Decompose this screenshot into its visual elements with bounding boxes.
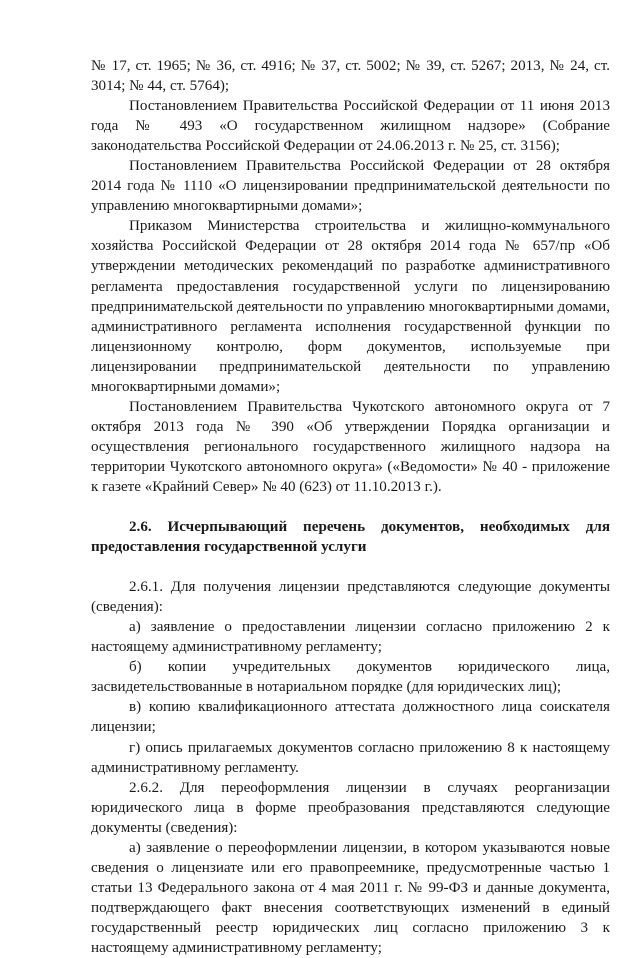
- section-heading: 2.6. Исчерпывающий перечень документов, необходимых для предоставления государственной услуги: [91, 519, 610, 556]
- spacer: [91, 497, 610, 517]
- spacer: [91, 557, 610, 577]
- item-2-6-1: 2.6.1. Для получения лицензии представляются следующие документы (сведения):: [91, 579, 610, 616]
- item-2-6-1-v: в) копию квалификационного аттестата должностного лица соискателя лицензии;: [91, 699, 610, 736]
- item-2-6-2-a: а) заявление о переоформлении лицензии, в котором указываются новые сведения о лицензиате или его правопреемнике, предусмотренные частью 1 статьи 13 Федерального закона от 4 мая 2011 г. № 99-ФЗ и данные документа, подтверждающего факт внесения соответствующих изменений в единый государственный реестр юридических лиц согласно приложению 3 к настоящему административному регламенту;: [91, 839, 610, 956]
- paragraph-decree-493: Постановлением Правительства Российской Федерации от 11 июня 2013 года № 493 «О государственном жилищном надзоре» (Собрание законодательства Российской Федерации от 24.06.2013 г. № 25, ст. 3156);: [91, 98, 610, 155]
- paragraph-decree-390: Постановлением Правительства Чукотского автономного округа от 7 октября 2013 года № 390 «Об утверждении Порядка организации и осуществления регионального государственного жилищного надзора на территории Чукотского автономного округа» («Ведомости» № 40 - приложение к газете «Крайний Север» № 40 (623) от 11.10.2013 г.).: [91, 398, 610, 495]
- paragraph-law-citation-continued: № 17, ст. 1965; № 36, ст. 4916; № 37, ст. 5002; № 39, ст. 5267; 2013, № 24, ст. 3014; № 44, ст. 5764);: [91, 58, 610, 95]
- item-2-6-1-a: а) заявление о предоставлении лицензии согласно приложению 2 к настоящему административному регламенту;: [91, 619, 610, 656]
- paragraph-decree-1110: Постановлением Правительства Российской Федерации от 28 октября 2014 года № 1110 «О лицензировании предпринимательской деятельности по управлению многоквартирными домами»;: [91, 158, 610, 215]
- item-2-6-1-b: б) копии учредительных документов юридического лица, засвидетельствованные в нотариальном порядке (для юридических лиц);: [91, 659, 610, 696]
- item-2-6-2: 2.6.2. Для переоформления лицензии в случаях реорганизации юридического лица в форме преобразования представляются следующие документы (сведения):: [91, 779, 610, 836]
- paragraph-order-657: Приказом Министерства строительства и жилищно-коммунального хозяйства Российской Федерации от 28 октября 2014 года № 657/пр «Об утверждении методических рекомендаций по разработке административного регламента предоставления государственной услуги по лицензированию предпринимательской деятельности по управлению многоквартирными домами, административного регламента исполнения государственной функции по лицензионному контролю, форм документов, используемые при лицензировании предпринимательской деятельности по управлению многоквартирными домами»;: [91, 218, 610, 395]
- document-page: [91, 56, 610, 958]
- item-2-6-1-g: г) опись прилагаемых документов согласно приложению 8 к настоящему административному регламенту.: [91, 739, 610, 776]
